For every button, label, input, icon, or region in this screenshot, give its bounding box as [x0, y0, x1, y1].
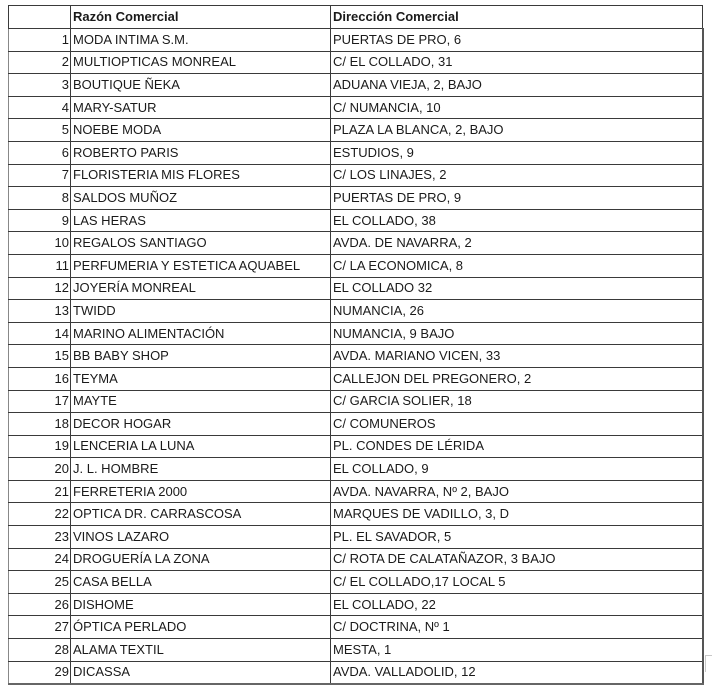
table-row — [9, 548, 703, 571]
header-direccion-comercial: Dirección Comercial — [331, 6, 703, 29]
row-number-cell[interactable]: 26 — [9, 593, 71, 616]
row-number-cell[interactable]: 5 — [9, 119, 71, 142]
table-row — [9, 277, 703, 300]
table-row — [9, 164, 703, 187]
business-directory-table — [8, 5, 704, 685]
table-row — [9, 480, 703, 503]
direccion-comercial-cell[interactable]: C/ GARCIA SOLIER, 18 — [331, 390, 703, 413]
razon-comercial-cell[interactable]: SALDOS MUÑOZ — [71, 187, 331, 210]
razon-comercial-cell[interactable]: ROBERTO PARIS — [71, 141, 331, 164]
row-number-cell[interactable]: 11 — [9, 254, 71, 277]
direccion-comercial-cell[interactable]: PUERTAS DE PRO, 6 — [331, 29, 703, 52]
table-row — [9, 593, 703, 616]
razon-comercial-cell[interactable]: MARINO ALIMENTACIÓN — [71, 322, 331, 345]
row-number-cell[interactable]: 21 — [9, 480, 71, 503]
razon-comercial-cell[interactable]: FLORISTERIA MIS FLORES — [71, 164, 331, 187]
table-row — [9, 458, 703, 481]
table-row — [9, 187, 703, 210]
direccion-comercial-cell[interactable]: NUMANCIA, 26 — [331, 300, 703, 323]
row-number-cell[interactable]: 13 — [9, 300, 71, 323]
table-row — [9, 571, 703, 594]
row-number-cell[interactable]: 22 — [9, 503, 71, 526]
table-row — [9, 367, 703, 390]
razon-comercial-cell[interactable]: BOUTIQUE ÑEKA — [71, 74, 331, 97]
row-number-cell[interactable]: 25 — [9, 571, 71, 594]
direccion-comercial-cell[interactable]: C/ COMUNEROS — [331, 413, 703, 436]
direccion-comercial-cell[interactable]: EL COLLADO, 38 — [331, 209, 703, 232]
direccion-comercial-cell[interactable]: MESTA, 1 — [331, 639, 703, 662]
row-number-cell[interactable]: 8 — [9, 187, 71, 210]
razon-comercial-cell[interactable]: CASA BELLA — [71, 571, 331, 594]
header-row — [9, 6, 703, 29]
direccion-comercial-cell[interactable]: NUMANCIA, 9 BAJO — [331, 322, 703, 345]
row-number-cell[interactable]: 4 — [9, 96, 71, 119]
direccion-comercial-cell[interactable]: CALLEJON DEL PREGONERO, 2 — [331, 367, 703, 390]
razon-comercial-cell[interactable]: MODA INTIMA S.M. — [71, 29, 331, 52]
razon-comercial-cell[interactable]: ALAMA TEXTIL — [71, 639, 331, 662]
table-row — [9, 526, 703, 549]
table-body — [9, 29, 703, 685]
row-number-cell[interactable]: 10 — [9, 232, 71, 255]
direccion-comercial-cell[interactable]: AVDA. DE NAVARRA, 2 — [331, 232, 703, 255]
razon-comercial-cell[interactable]: PERFUMERIA Y ESTETICA AQUABEL — [71, 254, 331, 277]
header-razon-comercial: Razón Comercial — [71, 6, 331, 29]
table-row — [9, 232, 703, 255]
table-row — [9, 345, 703, 368]
razon-comercial-cell[interactable]: REGALOS SANTIAGO — [71, 232, 331, 255]
row-number-cell[interactable]: 20 — [9, 458, 71, 481]
table-row — [9, 322, 703, 345]
razon-comercial-cell[interactable]: LENCERIA LA LUNA — [71, 435, 331, 458]
razon-comercial-cell[interactable]: DECOR HOGAR — [71, 413, 331, 436]
row-number-cell[interactable]: 9 — [9, 209, 71, 232]
direccion-comercial-cell[interactable]: EL COLLADO 32 — [331, 277, 703, 300]
table-row — [9, 639, 703, 662]
row-number-cell[interactable]: 6 — [9, 141, 71, 164]
table-row — [9, 74, 703, 97]
row-number-cell[interactable]: 15 — [9, 345, 71, 368]
razon-comercial-cell[interactable]: MARY-SATUR — [71, 96, 331, 119]
row-number-cell[interactable]: 12 — [9, 277, 71, 300]
direccion-comercial-cell[interactable]: C/ EL COLLADO,17 LOCAL 5 — [331, 571, 703, 594]
razon-comercial-cell[interactable]: TWIDD — [71, 300, 331, 323]
table-row — [9, 661, 703, 684]
razon-comercial-cell[interactable]: TEYMA — [71, 367, 331, 390]
razon-comercial-cell[interactable]: FERRETERIA 2000 — [71, 480, 331, 503]
razon-comercial-cell[interactable]: DISHOME — [71, 593, 331, 616]
row-number-cell[interactable]: 7 — [9, 164, 71, 187]
row-number-cell[interactable]: 14 — [9, 322, 71, 345]
razon-comercial-cell[interactable]: LAS HERAS — [71, 209, 331, 232]
table-row — [9, 209, 703, 232]
direccion-comercial-cell[interactable]: C/ LOS LINAJES, 2 — [331, 164, 703, 187]
row-number-cell[interactable]: 1 — [9, 29, 71, 52]
row-number-cell[interactable]: 3 — [9, 74, 71, 97]
direccion-comercial-cell[interactable]: AVDA. VALLADOLID, 12 — [331, 661, 703, 684]
razon-comercial-cell[interactable]: MULTIOPTICAS MONREAL — [71, 51, 331, 74]
row-number-cell[interactable]: 23 — [9, 526, 71, 549]
table-row — [9, 254, 703, 277]
razon-comercial-cell[interactable]: JOYERÍA MONREAL — [71, 277, 331, 300]
table-row — [9, 141, 703, 164]
direccion-comercial-cell[interactable]: C/ LA ECONOMICA, 8 — [331, 254, 703, 277]
table-row — [9, 413, 703, 436]
direccion-comercial-cell[interactable]: C/ DOCTRINA, Nº 1 — [331, 616, 703, 639]
direccion-comercial-cell[interactable]: PL. EL SAVADOR, 5 — [331, 526, 703, 549]
row-number-cell[interactable]: 27 — [9, 616, 71, 639]
direccion-comercial-cell[interactable]: C/ EL COLLADO, 31 — [331, 51, 703, 74]
table-row — [9, 300, 703, 323]
row-number-cell[interactable]: 17 — [9, 390, 71, 413]
direccion-comercial-cell[interactable]: MARQUES DE VADILLO, 3, D — [331, 503, 703, 526]
razon-comercial-cell[interactable]: J. L. HOMBRE — [71, 458, 331, 481]
direccion-comercial-cell[interactable]: EL COLLADO, 22 — [331, 593, 703, 616]
razon-comercial-cell[interactable]: ÓPTICA PERLADO — [71, 616, 331, 639]
direccion-comercial-cell[interactable]: PL. CONDES DE LÉRIDA — [331, 435, 703, 458]
table-row — [9, 503, 703, 526]
table-row — [9, 435, 703, 458]
direccion-comercial-cell[interactable]: C/ ROTA DE CALATAÑAZOR, 3 BAJO — [331, 548, 703, 571]
table-row — [9, 29, 703, 52]
direccion-comercial-cell[interactable]: C/ NUMANCIA, 10 — [331, 96, 703, 119]
razon-comercial-cell[interactable]: BB BABY SHOP — [71, 345, 331, 368]
row-number-cell[interactable]: 28 — [9, 639, 71, 662]
razon-comercial-cell[interactable]: VINOS LAZARO — [71, 526, 331, 549]
selection-corner-mark — [705, 655, 712, 672]
razon-comercial-cell[interactable]: DROGUERÍA LA ZONA — [71, 548, 331, 571]
razon-comercial-cell[interactable]: NOEBE MODA — [71, 119, 331, 142]
row-number-cell[interactable]: 19 — [9, 435, 71, 458]
table-row — [9, 51, 703, 74]
row-number-cell[interactable]: 2 — [9, 51, 71, 74]
table-row — [9, 119, 703, 142]
row-number-cell[interactable]: 18 — [9, 413, 71, 436]
razon-comercial-cell[interactable]: MAYTE — [71, 390, 331, 413]
row-number-cell[interactable]: 16 — [9, 367, 71, 390]
table-row — [9, 96, 703, 119]
direccion-comercial-cell[interactable]: EL COLLADO, 9 — [331, 458, 703, 481]
razon-comercial-cell[interactable]: OPTICA DR. CARRASCOSA — [71, 503, 331, 526]
direccion-comercial-cell[interactable]: ESTUDIOS, 9 — [331, 141, 703, 164]
header-number — [9, 6, 71, 29]
table-row — [9, 616, 703, 639]
direccion-comercial-cell[interactable]: AVDA. MARIANO VICEN, 33 — [331, 345, 703, 368]
direccion-comercial-cell[interactable]: AVDA. NAVARRA, Nº 2, BAJO — [331, 480, 703, 503]
row-number-cell[interactable]: 24 — [9, 548, 71, 571]
direccion-comercial-cell[interactable]: PLAZA LA BLANCA, 2, BAJO — [331, 119, 703, 142]
razon-comercial-cell[interactable]: DICASSA — [71, 661, 331, 684]
row-number-cell[interactable]: 29 — [9, 661, 71, 684]
table-row — [9, 390, 703, 413]
direccion-comercial-cell[interactable]: PUERTAS DE PRO, 9 — [331, 187, 703, 210]
direccion-comercial-cell[interactable]: ADUANA VIEJA, 2, BAJO — [331, 74, 703, 97]
